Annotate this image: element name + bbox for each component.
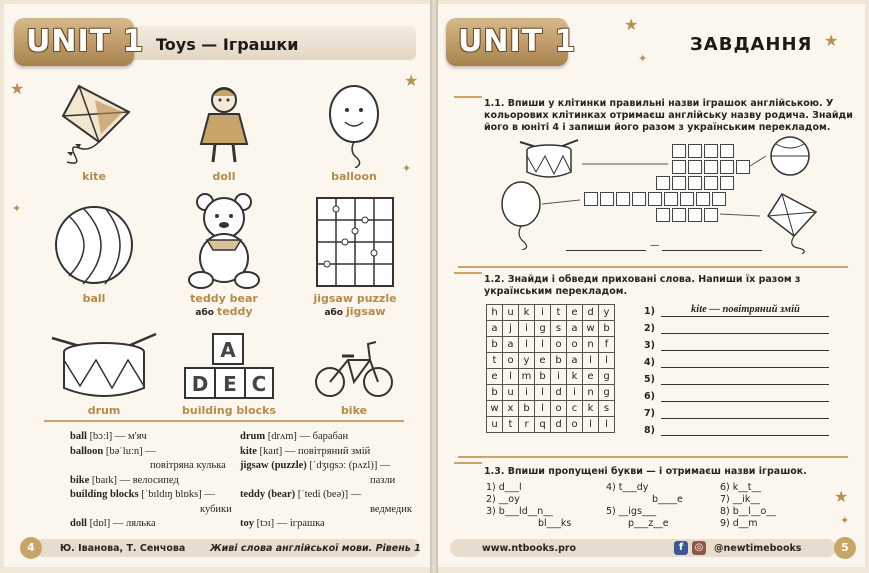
footer-book-title: Живі слова англійської мови. Рівень 1	[210, 543, 421, 554]
toy-alt-teddy: або teddy	[195, 305, 253, 318]
answer-line-2[interactable]	[662, 250, 762, 251]
missing-3: 3) b___ld__n__	[486, 506, 553, 517]
vocab-left-column	[70, 430, 232, 532]
answer-row[interactable]: 7)	[644, 408, 829, 419]
missing-2: 2) __oy	[486, 494, 520, 505]
answer-row[interactable]: 6)	[644, 391, 829, 402]
toy-label-building-blocks: building blocks	[181, 404, 276, 417]
footer-social[interactable]: @newtimebooks	[714, 543, 802, 554]
wordsearch-cell[interactable]: o	[503, 353, 519, 369]
star-icon: ★	[10, 81, 25, 98]
missing-3b: bl___ks	[538, 518, 572, 529]
left-page-number: 4	[20, 537, 42, 559]
toy-label-kite: kite	[82, 170, 106, 183]
toy-doll	[174, 82, 274, 183]
wordsearch-cell[interactable]: a	[487, 321, 503, 337]
block-letter-a: A	[220, 338, 236, 362]
wordsearch-row	[487, 321, 615, 337]
wordsearch-cell[interactable]: j	[503, 321, 519, 337]
star-icon: ✦	[840, 515, 850, 527]
task-1-3-text: 1.3. Впиши пропущені букви — і отримаєш назви іграшок.	[484, 466, 807, 477]
wordsearch-cell[interactable]: f	[599, 337, 615, 353]
wordsearch-cell[interactable]: m	[519, 369, 535, 385]
wordsearch-cell[interactable]: r	[519, 417, 535, 433]
missing-9: 9) d__m	[720, 518, 758, 529]
task-badge	[454, 462, 482, 472]
task-1-2-text: 1.2. Знайди і обведи приховані слова. Напиши їх разом з українським перекладом.	[484, 274, 801, 297]
wordsearch-cell[interactable]: i	[567, 385, 583, 401]
drum-illustration	[44, 330, 164, 402]
right-page-title: ЗАВДАННЯ	[690, 34, 813, 55]
vocab-entry: balloon [bəˈluːn] —	[70, 445, 156, 457]
toy-label-bike: bike	[340, 404, 368, 417]
wordsearch-cell[interactable]: i	[551, 369, 567, 385]
missing-7: 7) __ik__	[720, 494, 760, 505]
left-page	[4, 4, 430, 567]
connector-lines	[438, 4, 865, 264]
wordsearch-cell[interactable]: a	[567, 353, 583, 369]
toy-teddy-bear	[169, 190, 279, 318]
wordsearch-cell[interactable]: i	[519, 385, 535, 401]
wordsearch-cell[interactable]: n	[583, 385, 599, 401]
wordsearch-cell[interactable]: k	[519, 305, 535, 321]
vocab-entry: повітряна кулька	[150, 460, 226, 471]
rope-divider	[458, 266, 848, 268]
wordsearch-cell[interactable]: b	[535, 369, 551, 385]
toy-alt-jigsaw: або jigsaw	[324, 305, 386, 318]
teddy-bear-illustration	[179, 190, 269, 290]
jigsaw-puzzle-illustration	[313, 194, 397, 290]
wordsearch-row	[487, 401, 615, 417]
wordsearch-cell[interactable]: d	[551, 417, 567, 433]
wordsearch-row	[487, 305, 615, 321]
wordsearch-cell[interactable]: o	[567, 417, 583, 433]
toy-drum	[44, 330, 164, 417]
wordsearch-cell[interactable]: g	[599, 385, 615, 401]
star-icon: ★	[824, 33, 839, 50]
wordsearch-cell[interactable]: b	[551, 353, 567, 369]
wordsearch-cell[interactable]: k	[583, 401, 599, 417]
toy-jigsaw-puzzle	[300, 194, 410, 318]
facebook-icon[interactable]: f	[674, 541, 688, 555]
star-icon: ✦	[12, 203, 22, 215]
wordsearch-cell[interactable]: s	[551, 321, 567, 337]
wordsearch-cell[interactable]: b	[487, 337, 503, 353]
wordsearch-cell[interactable]: o	[551, 337, 567, 353]
wordsearch-cell[interactable]: w	[487, 401, 503, 417]
vocab-entry: bike [baɪk] — велосипед	[70, 474, 179, 486]
rope-divider	[44, 420, 404, 422]
footer-authors: Ю. Іванова, Т. Сенчова	[60, 543, 186, 554]
missing-1: 1) d___l	[486, 482, 522, 493]
wordsearch-cell[interactable]: g	[535, 321, 551, 337]
star-icon: ✦	[402, 163, 412, 175]
wordsearch-cell[interactable]: l	[535, 385, 551, 401]
wordsearch-cell[interactable]: a	[503, 337, 519, 353]
left-unit-label: UNIT 1	[26, 24, 145, 59]
wordsearch-cell[interactable]: l	[503, 369, 519, 385]
wordsearch-cell[interactable]: l	[583, 353, 599, 369]
missing-4b: b____e	[652, 494, 683, 505]
wordsearch-cell[interactable]: l	[599, 417, 615, 433]
vocab-entry: ball [bɔːl] — м'яч	[70, 431, 147, 442]
block-letter-c: C	[251, 372, 267, 396]
toy-kite	[44, 82, 144, 183]
wordsearch-cell[interactable]: b	[599, 321, 615, 337]
wordsearch-row	[487, 353, 615, 369]
wordsearch-cell[interactable]: u	[487, 417, 503, 433]
answer-row[interactable]: 3)	[644, 340, 829, 351]
task-badge	[454, 272, 482, 282]
bike-illustration	[314, 334, 394, 402]
wordsearch-cell[interactable]: e	[487, 369, 503, 385]
right-page	[438, 4, 865, 567]
doll-illustration	[189, 82, 259, 168]
kite-illustration	[49, 82, 139, 168]
wordsearch-cell[interactable]: a	[567, 321, 583, 337]
answer-dash: —	[650, 240, 660, 251]
star-icon: ✦	[638, 53, 648, 65]
answer-row[interactable]: 2)	[644, 323, 829, 334]
wordsearch-cell[interactable]: g	[599, 369, 615, 385]
wordsearch-cell[interactable]: e	[583, 369, 599, 385]
wordsearch-cell[interactable]: i	[519, 321, 535, 337]
wordsearch-row	[487, 369, 615, 385]
left-page-title: Toys — Іграшки	[156, 35, 299, 54]
wordsearch-cell[interactable]: b	[519, 401, 535, 417]
wordsearch-cell[interactable]: w	[583, 321, 599, 337]
wordsearch-cell[interactable]: d	[583, 305, 599, 321]
wordsearch-cell[interactable]: d	[551, 385, 567, 401]
wordsearch-cell[interactable]: q	[535, 417, 551, 433]
rope-divider	[458, 456, 848, 458]
wordsearch-cell[interactable]: b	[487, 385, 503, 401]
missing-8: 8) b__l__o__	[720, 506, 776, 517]
wordsearch-row	[487, 337, 615, 353]
answer-row[interactable]: 5)	[644, 374, 829, 385]
building-blocks-illustration	[183, 330, 275, 402]
wordsearch-cell[interactable]: i	[535, 305, 551, 321]
wordsearch-cell[interactable]: t	[487, 353, 503, 369]
wordsearch-cell[interactable]: t	[503, 417, 519, 433]
balloon-illustration	[319, 82, 389, 168]
missing-6: 6) k__t__	[720, 482, 761, 493]
toy-bike	[304, 334, 404, 417]
book-gutter	[430, 0, 438, 573]
wordsearch-cell[interactable]: c	[567, 401, 583, 417]
answer-line-1[interactable]	[566, 250, 646, 251]
footer-site[interactable]: www.ntbooks.pro	[482, 543, 577, 554]
vocab-entry: jigsaw (puzzle) [ˈdʒɪɡsɔː (pʌzl)] —	[240, 460, 391, 471]
wordsearch-cell[interactable]: l	[519, 337, 535, 353]
wordsearch-cell[interactable]: l	[535, 401, 551, 417]
instagram-icon[interactable]: ◎	[692, 541, 706, 555]
toy-label-balloon: balloon	[331, 170, 377, 183]
vocab-entry: building blocks [ˈbɪldɪŋ blɒks] —	[70, 489, 215, 500]
vocab-entry: пазли	[370, 474, 396, 486]
vocab-right-column	[240, 430, 412, 532]
vocab-entry: kite [kaɪt] — повітряний змій	[240, 445, 371, 457]
wordsearch-cell[interactable]: h	[487, 305, 503, 321]
wordsearch-cell[interactable]: y	[519, 353, 535, 369]
toy-label-doll: doll	[212, 170, 236, 183]
wordsearch-cell[interactable]: x	[503, 401, 519, 417]
wordsearch-cell[interactable]: e	[567, 305, 583, 321]
block-letter-d: D	[191, 372, 209, 396]
wordsearch-cell[interactable]: y	[599, 305, 615, 321]
toy-label-teddy-bear: teddy bear	[190, 292, 258, 305]
toy-building-blocks	[174, 330, 284, 417]
wordsearch-row	[487, 417, 615, 433]
wordsearch-cell[interactable]: o	[551, 401, 567, 417]
vocab-entry: teddy (bear) [ˈtedi (beə)] —	[240, 489, 362, 500]
answer-row[interactable]: 4)	[644, 357, 829, 368]
toy-ball	[44, 200, 144, 305]
missing-5: 5) __igs___	[606, 506, 657, 517]
wordsearch-row	[487, 385, 615, 401]
wordsearch-cell[interactable]: l	[583, 417, 599, 433]
wordsearch-grid	[486, 304, 615, 433]
wordsearch-cell[interactable]: l	[535, 337, 551, 353]
star-icon: ★	[624, 17, 639, 34]
wordsearch-cell[interactable]: o	[567, 337, 583, 353]
wordsearch-cell[interactable]: t	[551, 305, 567, 321]
wordsearch-cell[interactable]: u	[503, 305, 519, 321]
vocab-entry: drum [drʌm] — барабан	[240, 431, 349, 442]
wordsearch-cell[interactable]: k	[567, 369, 583, 385]
toy-label-jigsaw-puzzle: jigsaw puzzle	[313, 292, 397, 305]
task-1-1-text: 1.1. Впиши у клітинки правильні назви іграшок англійською. У кольорових клітинках отримаєш англійську назву родича. Знайди його в юніті 4 і запиши його разом з українським перекладом.	[484, 98, 853, 133]
star-icon: ★	[834, 489, 849, 506]
vocab-entry: toy [tɔɪ] — іграшка	[240, 518, 325, 529]
missing-5b: p___z__e	[628, 518, 669, 529]
vocab-entry: doll [dɒl] — лялька	[70, 518, 156, 529]
missing-4: 4) t___dy	[606, 482, 649, 493]
answer-row[interactable]: 1) kite — повітряний змій	[644, 306, 829, 317]
wordsearch-cell[interactable]: e	[535, 353, 551, 369]
wordsearch-cell[interactable]: u	[503, 385, 519, 401]
toy-label-ball: ball	[82, 292, 106, 305]
ball-illustration	[49, 200, 139, 290]
toy-label-drum: drum	[87, 404, 121, 417]
toy-balloon	[304, 82, 404, 183]
wordsearch-cell[interactable]: l	[599, 353, 615, 369]
wordsearch-cell[interactable]: s	[599, 401, 615, 417]
vocab-entry: ведмедик	[370, 503, 412, 515]
vocab-entry: кубики	[200, 503, 232, 515]
star-icon: ★	[404, 73, 419, 90]
right-unit-label: UNIT 1	[458, 24, 577, 59]
right-page-number: 5	[834, 537, 856, 559]
answer-row[interactable]: 8)	[644, 425, 829, 436]
wordsearch-cell[interactable]: n	[583, 337, 599, 353]
block-letter-e: E	[223, 372, 237, 396]
